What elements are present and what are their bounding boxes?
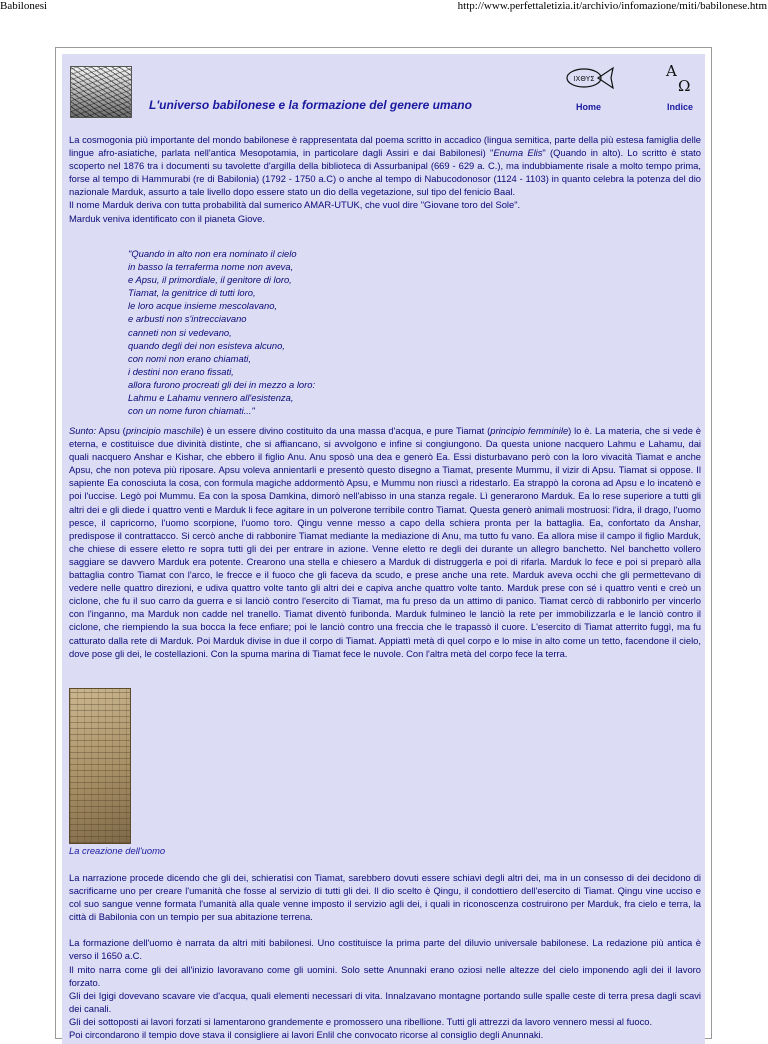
- poem-line: le loro acque insieme mescolavano,: [128, 300, 278, 312]
- poem-line: i destini non erano fissati,: [128, 365, 234, 377]
- poem-line: allora furono procreati gli dei in mezzo a loro:: [128, 378, 316, 390]
- summary-section: [69, 424, 701, 660]
- poem-line: quando degli dei non esisteva alcuno,: [128, 339, 285, 351]
- page-label: Babilonesi: [0, 0, 48, 12]
- svg-text:Α: Α: [666, 62, 677, 80]
- poem-line: in basso la terraferma nome non aveva,: [128, 261, 294, 273]
- narration-paragraph: La narrazione procede dicendo che gli dei, schieratisi con Tiamat, sarebbero dovuti essere schiavi degli altri dei, ma in un consesso di dei decidono di sacrificarne uno per creare l'umanità che fosse al servizio di tutti gli dei. Il dio scelto è Qingu, il condottiero dell'esercito di Tiamat. Qingu vine ucciso e col suo sangue venne formata l'umanità alla quale venne imposto il servizio agli dei, i quali in riconoscenza costruirono per Marduk, fra cielo e terra, la città di Babilonia con un tempio per sua abitazione terrena.: [69, 872, 701, 923]
- print-header: [0, 0, 768, 14]
- svg-text:Ω: Ω: [678, 77, 691, 94]
- intro-paragraph: La cosmogonia più importante del mondo babilonese è rappresentata dal poema scritto in accadico (lingua semitica, parte della più estesa famiglia delle lingue afro-asiatiche, parlata nell'antica Mesopotamia, in particolare dagli Assiri e dai Babilonesi) "Enuma Elis" (Quando in alto). Lo scritto è stato scoperto nel 1876 tra i documenti su tavolette d'argilla della biblioteca di Assurbanipal (669 - 629 a. C.), ma indubbiamente risale a molto tempo prima, forse al tempo di Hammurabi (re di Babilonia) (1792 - 1750 a.C) o anche al tempo di Nabucodonosor (1124 - 1103) in quanto celebra la potenza del dio nazionale Marduk, assurto a tale livello dopo essere stato un dio della vegetazione, sul tipo del fenicio Baal.: [69, 134, 701, 198]
- poem-line: canneti non si vedevano,: [128, 326, 232, 338]
- header-image: [70, 66, 132, 118]
- poem-line: con un nome furon chiamati...": [128, 405, 255, 417]
- poem-line: e arbusti non s'intrecciavano: [128, 313, 247, 325]
- alpha-omega-icon[interactable]: [664, 62, 700, 94]
- intro-marduk-name: Il nome Marduk deriva con tutta probabilità dal sumerico AMAR-UTUK, che vuol dire "Giovane toro del Sole".: [69, 199, 521, 211]
- poem-line: Tiamat, la genitrice di tutti loro,: [128, 287, 256, 299]
- summary-paragraph: Sunto: Apsu (principio maschile) è un essere divino costituito da una massa d'acqua, e pure Tiamat (principio femminile) lo è. La materia, che si vede è eterna, e costituisce due divinità distinte, che si affiancano, si avvolgono e infine si congiungono. Da questa unione nacquero Lahmu e Lahamu, dai quali nacquero Anshar e Kishar, che ebbero il figlio Anu. Anu sposò una dea e generò Ea. Essi disturbavano però con la loro vivacità Tiamat e anche Apsu, che non poteva più riposare. Apsu voleva annientarli e presentò questo disegno a Tiamat, presente Mummu, il vizir di Apsu. Tiamat si oppose. Il sapiente Ea conosciuta la cosa, con formula magiche addormentò Apsu, e Mummu non riuscì a ridestarlo. Ea strappò la corona ad Apsu e lo incatenò e poi l'uccise. Legò poi Mummu. Ea con la sposa Damkina, dimorò nell'abisso in una stanza regale. Lì generarono Marduk. Ea lo rese superiore a tutti gli altri dei e gli diede i quattro venti e Marduk li fece agitare in un polverone terribile contro Tiamat. Questa generò animali mostruosi: l'idra, il drago, l'uomo pesce, il capricorno, l'uomo scorpione, l'uomo toro. Qingu venne messo a capo della schiera pronta per la battaglia. Ea, confortato da Anshar, predispose il contrattacco. Si cercò anche di rabbonire Tiamat mediante la mediazione di Anu, ma tutto fu vano. Ea allora mise il campo il figlio Marduk, che chiese di essere eletto re sopra tutti gli dei per entrare in azione. Venne eletto re degli dei durante un allegro banchetto. Nel banchetto vollero saggiare se davvero Marduk era potente. Crearono una stella e chiesero a Marduk di distruggerla e poi di rifarla. Marduk lo fece e poi si preparò alla battaglia contro Tiamat con l'arco, le frecce e il fuoco che gli faceva da scudo, e prese anche una rete. Marduk aveva occhi che gli permettevano di vedere nelle quattro direzioni, e udiva quattro volte tanto gli altri dei e capiva anche quattro volte tanto. Marduk prese con sé i quattro venti e creò un ciclone, che fu il suo carro da guerra e si lanciò contro l'esercito di Tiamat, ma fu preso da un attimo di panico. Tiamat cercò di rabbonirlo per vincerlo con l'inganno, ma Marduk non cadde nel tranello. Tiamat diventò furibonda. Marduk fulmineo le lanciò la rete per immobilizzarla e le lanciò contro il ciclone, che riempiendo la sua bocca la fece enfiare; poi le lanciò contro una freccia che le trapassò il cuore. L'esercito di Tiamat atterrito fuggì, ma fu catturato dalla rete di Marduk. Poi Marduk divise in due il corpo di Tiamat. Appiattì metà di quel corpo e lo mise in alto come un tetto, facendone il cielo, dove pose gli dei, le costellazioni. Con la spuma marina di Tiamat fece le nuvole. Con l'altra metà del corpo fece la terra.: [69, 425, 702, 659]
- poem-line: con nomi non erano chiamati,: [128, 352, 251, 364]
- figure-caption: La creazione dell'uomo: [69, 845, 166, 856]
- narration-paragraph: Poi circondarono il tempio dove stava il consigliere ai lavori Enlil che convocato ricorse al consiglio degli Anunnaki.: [69, 1029, 544, 1041]
- index-link[interactable]: Indice: [667, 102, 694, 112]
- poem-line: Lahmu e Lahamu vennero all'esistenza,: [128, 392, 294, 404]
- cuneiform-tablet-image: [69, 688, 131, 844]
- fish-icon[interactable]: [562, 64, 616, 94]
- poem-quote: [128, 247, 448, 417]
- home-link[interactable]: Home: [576, 102, 602, 112]
- page-title: L'universo babilonese e la formazione del genere umano: [149, 98, 472, 112]
- fish-icon-text: ΙΧΘΥΣ: [573, 75, 595, 83]
- poem-line: e Apsu, il primordiale, il genitore di loro,: [128, 274, 292, 286]
- narration-section: [69, 871, 701, 1041]
- narration-paragraph: La formazione dell'uomo è narrata da altri miti babilonesi. Uno costituisce la prima parte del diluvio universale babilonese. La redazione più antica è verso il 1650 a.C.: [69, 937, 701, 962]
- narration-paragraph: Il mito narra come gli dei all'inizio lavoravano come gli uomini. Solo sette Anunnaki erano oziosi nelle altezze del cielo imponendo agli dei il lavoro forzato.: [69, 963, 701, 988]
- intro-marduk-planet: Marduk veniva identificato con il pianeta Giove.: [69, 212, 265, 224]
- poem-line: "Quando in alto non era nominato il cielo: [128, 248, 297, 259]
- intro-section: [69, 133, 701, 225]
- narration-paragraph: Gli dei Igigi dovevano scavare vie d'acqua, quali elementi necessari di vita. Innalzavano montagne portando sulle spalle ceste di terra presa dagli scavi dei canali.: [69, 989, 701, 1014]
- narration-paragraph: Gli dei sottoposti ai lavori forzati si lamentarono grandemente e promossero una ribellione. Tutti gli attrezzi da lavoro vennero messi al fuoco.: [69, 1015, 653, 1027]
- page-url: http://www.perfettaletizia.it/archivio/infomazione/miti/babilonese.htm: [457, 0, 767, 12]
